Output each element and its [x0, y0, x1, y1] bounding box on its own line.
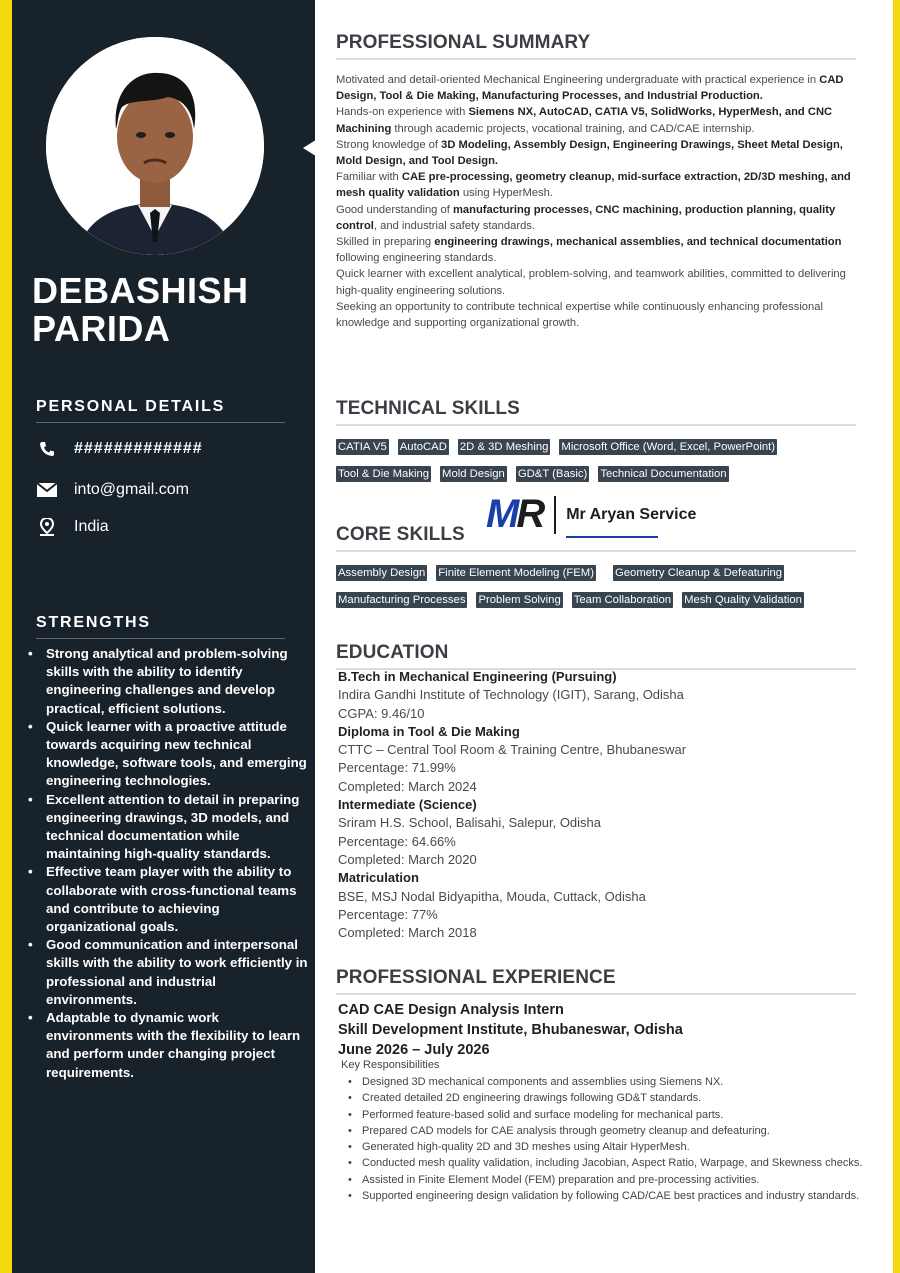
- key-responsibilities-label: Key Responsibilities: [341, 1059, 440, 1071]
- degree-title: Diploma in Tool & Die Making: [338, 723, 520, 739]
- summary-text: [336, 72, 866, 331]
- candidate-name: [32, 272, 249, 348]
- education-heading: EDUCATION: [336, 642, 856, 670]
- job-organization: Skill Development Institute, Bhubaneswar, Odisha: [338, 1022, 683, 1038]
- education-detail: CGPA: 9.46/10: [338, 705, 425, 721]
- profile-photo: [46, 37, 264, 255]
- left-accent-stripe: [0, 0, 12, 1273]
- skill-tag: Geometry Cleanup & Defeaturing: [614, 567, 783, 579]
- email-icon: [36, 481, 58, 499]
- education-detail: Percentage: 77%: [338, 906, 438, 922]
- phone-icon: [36, 440, 58, 458]
- skill-tag: Assembly Design: [338, 567, 426, 579]
- technical-skills-heading: TECHNICAL SKILLS: [336, 398, 856, 426]
- person-portrait-icon: [46, 37, 264, 255]
- skill-tag: Manufacturing Processes: [338, 594, 466, 606]
- list-item: • Excellent attention to detail in preparing engineering drawings, 3D models, and technical documentation while maintaining high-quality standards.: [46, 791, 308, 864]
- list-item: • Quick learner with a proactive attitude towards acquiring new technical knowledge, software tools, and emerging engineering technologies.: [46, 718, 308, 791]
- skill-tag: Microsoft Office (Word, Excel, PowerPoint): [561, 441, 776, 453]
- experience-header: [338, 1000, 683, 1060]
- education-detail: CTTC – Central Tool Room & Training Centre, Bhubaneswar: [338, 742, 687, 758]
- job-role: CAD CAE Design Analysis Intern: [338, 1002, 564, 1018]
- sidebar: [12, 0, 315, 1273]
- list-item: • Performed feature-based solid and surface modeling for mechanical parts.: [362, 1107, 887, 1123]
- list-item: • Created detailed 2D engineering drawings following GD&T standards.: [362, 1090, 887, 1106]
- summary-paragraph: Seeking an opportunity to contribute technical expertise while continuously enhancing professional knowledge and supporting organizational growth.: [336, 300, 823, 330]
- list-item: • Supported engineering design validation by following CAD/CAE best practices and industry standards.: [362, 1188, 887, 1204]
- summary-paragraph: Skilled in preparing engineering drawings, mechanical assemblies, and technical documentation following engineering standards.: [336, 236, 842, 265]
- photo-pointer: [303, 133, 327, 163]
- skill-tag: Team Collaboration: [573, 594, 672, 606]
- email-row: [36, 481, 189, 499]
- list-item: • Generated high-quality 2D and 3D meshes using Altair HyperMesh.: [362, 1139, 887, 1155]
- personal-details-heading: PERSONAL DETAILS: [36, 398, 285, 423]
- skill-tag: Technical Documentation: [600, 468, 727, 480]
- list-item: • Good communication and interpersonal skills with the ability to work efficiently in professional and industrial environments.: [46, 936, 308, 1009]
- degree-title: Intermediate (Science): [338, 797, 477, 813]
- summary-paragraph: Hands-on experience with Siemens NX, AutoCAD, CATIA V5, SolidWorks, HyperMesh, and CNC Machining through academic projects, vocational training, and CAD/CAE internship.: [336, 106, 833, 135]
- summary-paragraph: Quick learner with excellent analytical, problem-solving, and teamwork abilities, committed to delivering high-quality engineering solutions.: [336, 268, 846, 297]
- summary-paragraph: Motivated and detail-oriented Mechanical Engineering undergraduate with practical experience in CAD Design, Tool & Die Making, Manufacturing Processes, and Industrial Production.: [336, 74, 844, 103]
- education-detail: Sriram H.S. School, Balisahi, Salepur, Odisha: [338, 815, 602, 831]
- email-value[interactable]: into@gmail.com: [74, 481, 189, 498]
- list-item: • Effective team player with the ability to collaborate with cross-functional teams and contribute to achieving organizational goals.: [46, 863, 308, 936]
- education-detail: Completed: March 2020: [338, 851, 477, 867]
- location-value: India: [74, 518, 109, 535]
- right-accent-stripe: [893, 0, 900, 1273]
- skill-tag: CATIA V5: [338, 441, 387, 453]
- strengths-list: [24, 645, 308, 1082]
- technical-skills-row-2: [336, 466, 738, 482]
- education-detail: BSE, MSJ Nodal Bidyapitha, Mouda, Cuttack, Odisha: [338, 888, 646, 904]
- logo-text: Mr Aryan Service: [566, 506, 696, 524]
- skill-tag: AutoCAD: [399, 441, 447, 453]
- technical-skills-row-1: [336, 439, 786, 455]
- name-last: PARIDA: [32, 308, 171, 349]
- core-skills-heading: CORE SKILLS: [336, 524, 856, 552]
- summary-paragraph: Familiar with CAE pre-processing, geometry cleanup, mid-surface extraction, 2D/3D meshing, and mesh quality validation using HyperMesh.: [336, 171, 851, 200]
- skill-tag: Mold Design: [442, 468, 505, 480]
- location-row: [36, 518, 109, 536]
- education-detail: Percentage: 64.66%: [338, 833, 456, 849]
- list-item: • Assisted in Finite Element Model (FEM) preparation and pre-processing activities.: [362, 1172, 887, 1188]
- education-list: [338, 668, 858, 942]
- list-item: • Strong analytical and problem-solving skills with the ability to identify engineering challenges and develop practical, efficient solutions.: [46, 645, 308, 718]
- name-first: DEBASHISH: [32, 270, 249, 311]
- list-item: • Prepared CAD models for CAE analysis through geometry cleanup and defeaturing.: [362, 1123, 887, 1139]
- responsibilities-list: [342, 1074, 887, 1204]
- education-detail: Completed: March 2018: [338, 925, 477, 941]
- list-item: • Adaptable to dynamic work environments with the flexibility to learn and perform under changing project requirements.: [46, 1009, 308, 1082]
- education-detail: Completed: March 2024: [338, 778, 477, 794]
- education-detail: Percentage: 71.99%: [338, 760, 456, 776]
- skill-tag: 2D & 3D Meshing: [459, 441, 549, 453]
- list-item: • Designed 3D mechanical components and assemblies using Siemens NX.: [362, 1074, 887, 1090]
- core-skills-row-2: [336, 592, 813, 608]
- skill-tag: Finite Element Modeling (FEM): [438, 567, 594, 579]
- summary-heading: PROFESSIONAL SUMMARY: [336, 32, 856, 60]
- skill-tag: Problem Solving: [478, 594, 561, 606]
- phone-value: #############: [74, 440, 203, 457]
- strengths-heading: STRENGTHS: [36, 614, 285, 639]
- education-detail: Indira Gandhi Institute of Technology (IGIT), Sarang, Odisha: [338, 687, 684, 703]
- location-icon: [36, 518, 58, 536]
- logo-mark: MR: [486, 492, 543, 536]
- skill-tag: GD&T (Basic): [517, 468, 588, 480]
- summary-paragraph: Strong knowledge of 3D Modeling, Assembly Design, Engineering Drawings, Sheet Metal Design, Mold Design, and Tool Design.: [336, 138, 843, 168]
- experience-heading: PROFESSIONAL EXPERIENCE: [336, 967, 856, 995]
- degree-title: B.Tech in Mechanical Engineering (Pursuing): [338, 669, 617, 684]
- summary-paragraph: Good understanding of manufacturing processes, CNC machining, production planning, quality control, and industrial safety standards.: [336, 203, 836, 232]
- core-skills-row-1: [336, 565, 793, 581]
- skill-tag: Tool & Die Making: [338, 468, 430, 480]
- list-item: • Conducted mesh quality validation, including Jacobian, Aspect Ratio, Warpage, and Skewness checks.: [362, 1155, 887, 1171]
- skill-tag: Mesh Quality Validation: [684, 594, 802, 606]
- degree-title: Matriculation: [338, 870, 419, 886]
- job-dates: June 2026 – July 2026: [338, 1042, 490, 1058]
- phone-row: [36, 440, 203, 458]
